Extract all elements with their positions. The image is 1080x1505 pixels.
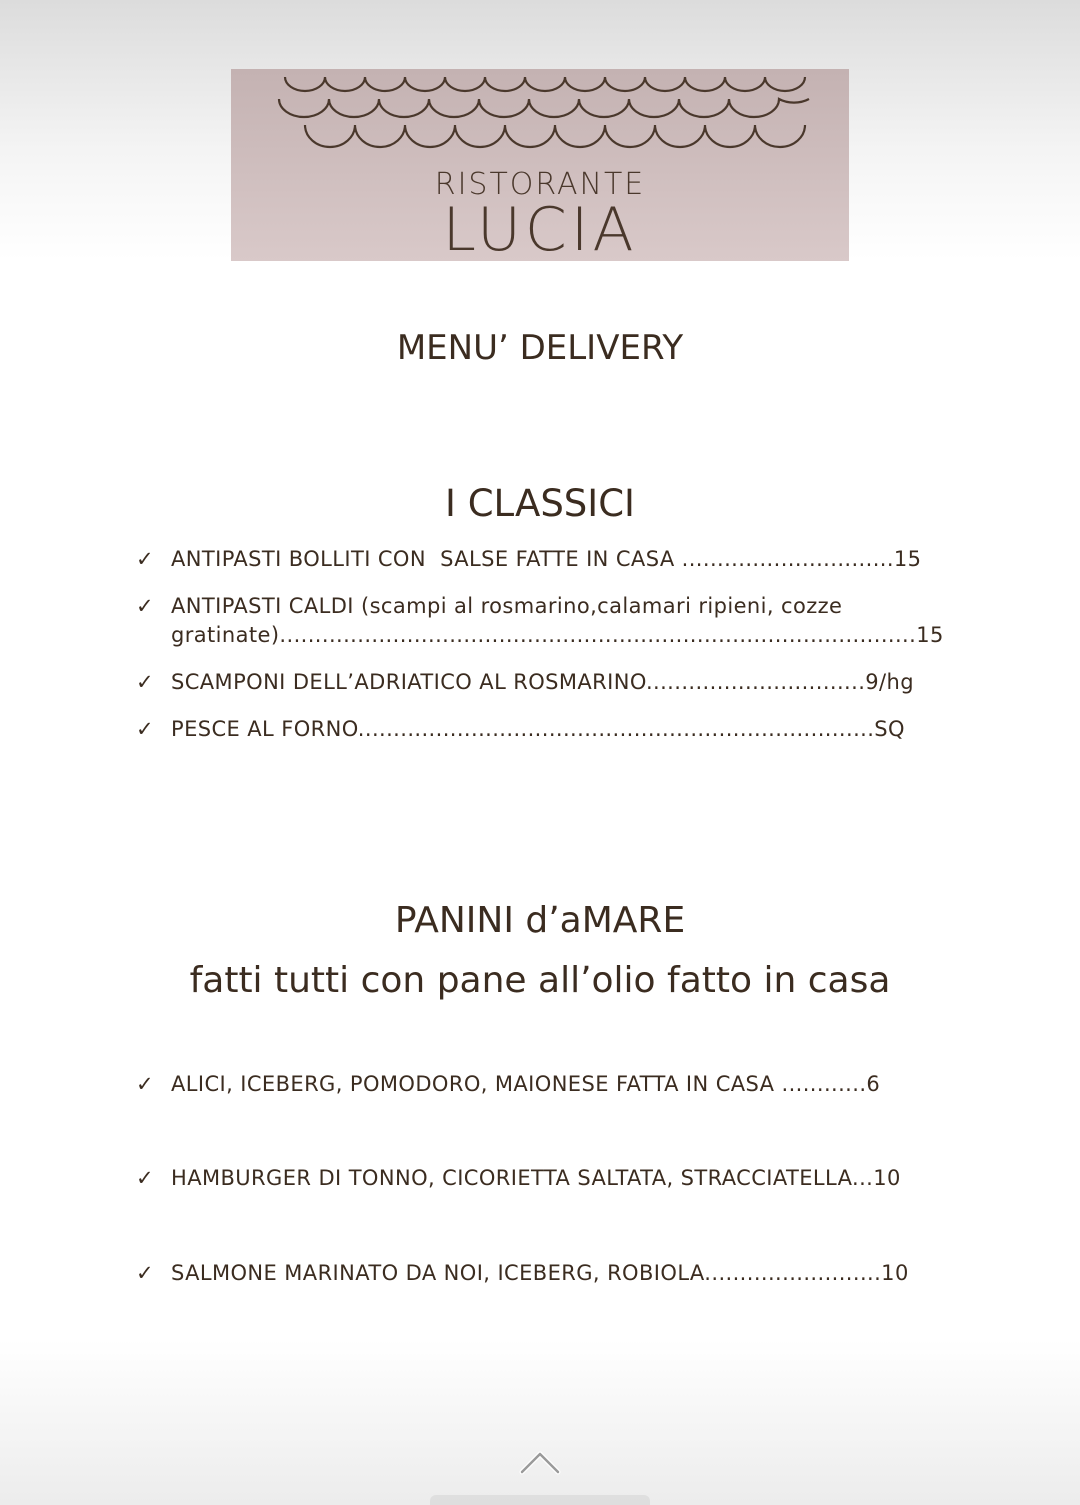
- chevron-up-icon[interactable]: [518, 1446, 562, 1476]
- checkmark-icon: ✓: [136, 1166, 154, 1190]
- section-subtitle-panini: fatti tutti con pane all’olio fatto in casa: [189, 960, 891, 1001]
- menu-item: [136, 592, 986, 650]
- menu-item: [136, 1164, 986, 1193]
- menu-item: [136, 1259, 986, 1288]
- logo-subtitle: RISTORANTE: [434, 167, 646, 202]
- menu-item: [136, 668, 986, 697]
- restaurant-logo: [231, 69, 849, 265]
- logo-name: LUCIA: [442, 195, 638, 265]
- checkmark-icon: ✓: [136, 1072, 154, 1096]
- section-title-panini: PANINI d’aMARE: [394, 900, 686, 941]
- menu-item-text: PESCE AL FORNO.........................................................................SQ: [171, 717, 905, 741]
- menu-item-text: HAMBURGER DI TONNO, CICORIETTA SALTATA, STRACCIATELLA...10: [171, 1166, 901, 1190]
- menu-item-text: ANTIPASTI CALDI (scampi al rosmarino,calamari ripieni, cozze gratinate)..........................................................................................15: [171, 594, 944, 647]
- checkmark-icon: ✓: [136, 717, 154, 741]
- checkmark-icon: ✓: [136, 1261, 154, 1285]
- section-title-classici: I CLASSICI: [445, 482, 635, 525]
- menu-item-text: SALMONE MARINATO DA NOI, ICEBERG, ROBIOLA.........................10: [171, 1261, 909, 1285]
- menu-title: MENU’ DELIVERY: [396, 328, 684, 368]
- menu-item: [136, 1070, 986, 1099]
- menu-item-text: ALICI, ICEBERG, POMODORO, MAIONESE FATTA IN CASA ............6: [171, 1072, 881, 1096]
- fish-scale-pattern-icon: [275, 69, 815, 153]
- checkmark-icon: ✓: [136, 670, 154, 694]
- menu-item: [136, 715, 986, 744]
- menu-item-text: ANTIPASTI BOLLITI CON SALSE FATTE IN CASA ..............................15: [171, 547, 922, 571]
- checkmark-icon: ✓: [136, 594, 154, 618]
- next-page-peek: [430, 1495, 650, 1505]
- menu-item: [136, 545, 986, 574]
- checkmark-icon: ✓: [136, 547, 154, 571]
- menu-item-text: SCAMPONI DELL’ADRIATICO AL ROSMARINO...............................9/hg: [171, 670, 914, 694]
